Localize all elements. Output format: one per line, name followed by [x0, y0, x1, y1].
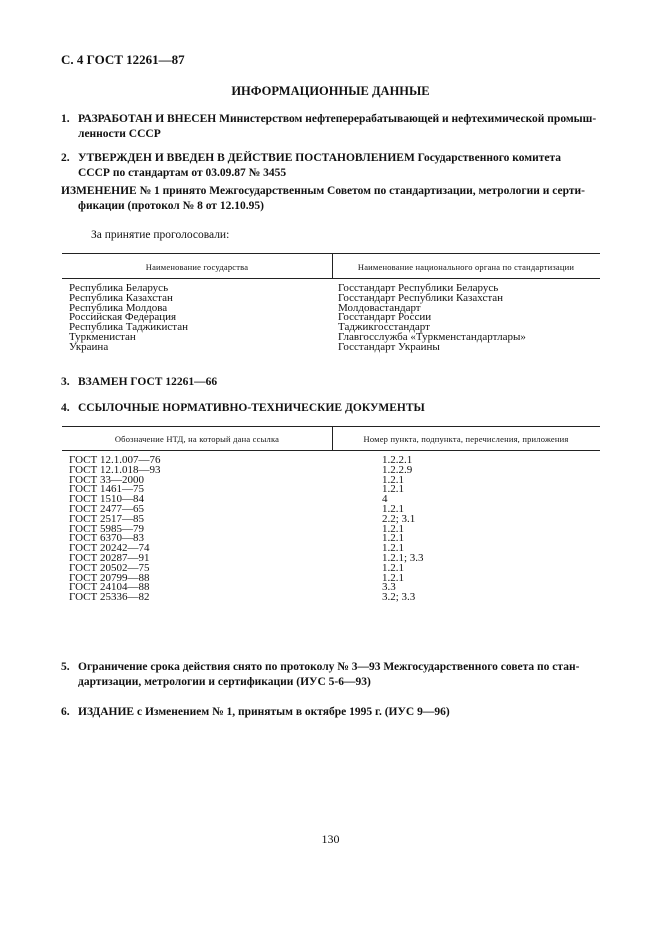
doc-row: ГОСТ 5985—79 — [69, 522, 144, 535]
clause-row: 3.3 — [382, 581, 396, 594]
state-row: Республика Таджикистан — [69, 321, 188, 334]
item-5-line-1: Ограничение срока действия снято по протоколу № 3—93 Межгосударственного совета по стан- — [78, 661, 580, 673]
clause-row: 1.2.1 — [382, 502, 404, 515]
body-row: Молдовастандарт — [338, 301, 421, 314]
clause-row: 1.2.1 — [382, 532, 404, 545]
reference-table-top-rule — [62, 426, 600, 427]
body-row: Госстандарт России — [338, 311, 432, 324]
section-title: ИНФОРМАЦИОННЫЕ ДАННЫЕ — [231, 84, 430, 98]
item-6-text: ИЗДАНИЕ с Изменением № 1, принятым в октябре 1995 г. (ИУС 9—96) — [78, 706, 450, 718]
doc-row: ГОСТ 2517—85 — [69, 512, 144, 525]
doc-row: ГОСТ 2477—65 — [69, 502, 144, 515]
item-5-line-2: дартизации, метрологии и сертификации (ИУС 5-6—93) — [78, 675, 371, 688]
item-2-line-2: СССР по стандартам от 03.09.87 № 3455 — [78, 166, 287, 179]
doc-row: ГОСТ 12.1.007—76 — [69, 454, 161, 466]
page-number: 130 — [321, 832, 340, 846]
doc-row: ГОСТ 25336—82 — [69, 591, 150, 604]
clause-row: 1.2.2.1 — [382, 454, 413, 466]
voting-table-top-rule — [62, 253, 600, 254]
doc-row: ГОСТ 20242—74 — [69, 542, 150, 555]
clause-row: 1.2.1; 3.3 — [382, 551, 424, 564]
clause-row: 4 — [382, 493, 388, 506]
reference-table-header-rule — [62, 450, 600, 451]
item-4-text: ССЫЛОЧНЫЕ НОРМАТИВНО-ТЕХНИЧЕСКИЕ ДОКУМЕНТЫ — [78, 402, 425, 414]
reference-clauses-column — [382, 456, 592, 603]
doc-row: ГОСТ 6370—83 — [69, 532, 144, 545]
clause-row: 1.2.1 — [382, 473, 404, 486]
item-5-number: 5. — [61, 661, 70, 673]
doc-row: ГОСТ 20287—91 — [69, 551, 150, 564]
item-3-number: 3. — [61, 376, 70, 388]
item-3-text: ВЗАМЕН ГОСТ 12261—66 — [78, 376, 218, 388]
body-row: Таджикгосстандарт — [338, 321, 430, 334]
voting-table-header-body: Наименование национального органа по стандартизации — [357, 262, 575, 272]
voting-bodies-column — [338, 284, 600, 353]
voting-table-header-rule — [62, 278, 600, 279]
voting-table — [62, 253, 600, 363]
state-row: Украина — [69, 340, 109, 353]
item-1-number: 1. — [61, 113, 70, 125]
item-1 — [61, 112, 601, 141]
body-row: Госстандарт Республики Беларусь — [338, 282, 499, 294]
body-row: Госстандарт Украины — [338, 340, 440, 353]
change-line-2: фикации (протокол № 8 от 12.10.95) — [78, 199, 264, 212]
reference-docs-table — [62, 426, 600, 656]
item-3 — [61, 375, 601, 390]
reference-table-header-clause: Номер пункта, подпункта, перечисления, приложения — [363, 434, 569, 444]
clause-row: 1.2.1 — [382, 571, 404, 584]
item-2-line-1: УТВЕРЖДЕН И ВВЕДЕН В ДЕЙСТВИЕ ПОСТАНОВЛЕНИЕМ Государственного комитета — [78, 152, 562, 164]
item-2 — [61, 151, 601, 180]
doc-row: ГОСТ 12.1.018—93 — [69, 463, 161, 476]
doc-row: ГОСТ 33—2000 — [69, 473, 144, 486]
voting-states-column — [69, 284, 331, 353]
change-note — [61, 184, 601, 213]
state-row: Республика Казахстан — [69, 291, 173, 304]
voted-label: За принятие проголосовали: — [91, 229, 230, 241]
doc-row: ГОСТ 1510—84 — [69, 493, 144, 506]
body-row: Главгосслужба «Туркменстандартлары» — [338, 330, 526, 343]
state-row: Туркменистан — [69, 330, 136, 343]
item-4 — [61, 401, 601, 416]
doc-row: ГОСТ 20799—88 — [69, 571, 150, 584]
item-2-number: 2. — [61, 152, 70, 164]
doc-row: ГОСТ 1461—75 — [69, 483, 144, 496]
reference-table-header-doc: Обозначение НТД, на который дана ссылка — [114, 434, 280, 444]
clause-row: 1.2.1 — [382, 483, 404, 496]
clause-row: 2.2; 3.1 — [382, 512, 416, 525]
state-row: Российская Федерация — [69, 311, 177, 324]
clause-row: 1.2.1 — [382, 522, 404, 535]
page-header: С. 4 ГОСТ 12261—87 — [61, 52, 185, 67]
item-6-number: 6. — [61, 706, 70, 718]
body-row: Госстандарт Республики Казахстан — [338, 291, 504, 304]
item-1-line-1: РАЗРАБОТАН И ВНЕСЕН Министерством нефтеперерабатывающей и нефтехимической промыш- — [78, 113, 597, 125]
item-1-line-2: ленности СССР — [78, 127, 161, 140]
item-4-number: 4. — [61, 402, 70, 414]
voting-table-header-state: Наименование государства — [145, 262, 249, 272]
clause-row: 3.2; 3.3 — [382, 591, 416, 604]
clause-row: 1.2.1 — [382, 561, 404, 574]
clause-row: 1.2.1 — [382, 542, 404, 555]
item-6 — [61, 705, 601, 720]
state-row: Республика Беларусь — [69, 282, 169, 294]
reference-docs-column — [69, 456, 331, 603]
doc-row: ГОСТ 24104—88 — [69, 581, 150, 594]
doc-row: ГОСТ 20502—75 — [69, 561, 150, 574]
clause-row: 1.2.2.9 — [382, 463, 413, 476]
state-row: Республика Молдова — [69, 301, 168, 314]
change-line-1: ИЗМЕНЕНИЕ № 1 принято Межгосударственным Советом по стандартизации, метрологии и серти- — [61, 185, 585, 197]
item-5 — [61, 660, 601, 689]
